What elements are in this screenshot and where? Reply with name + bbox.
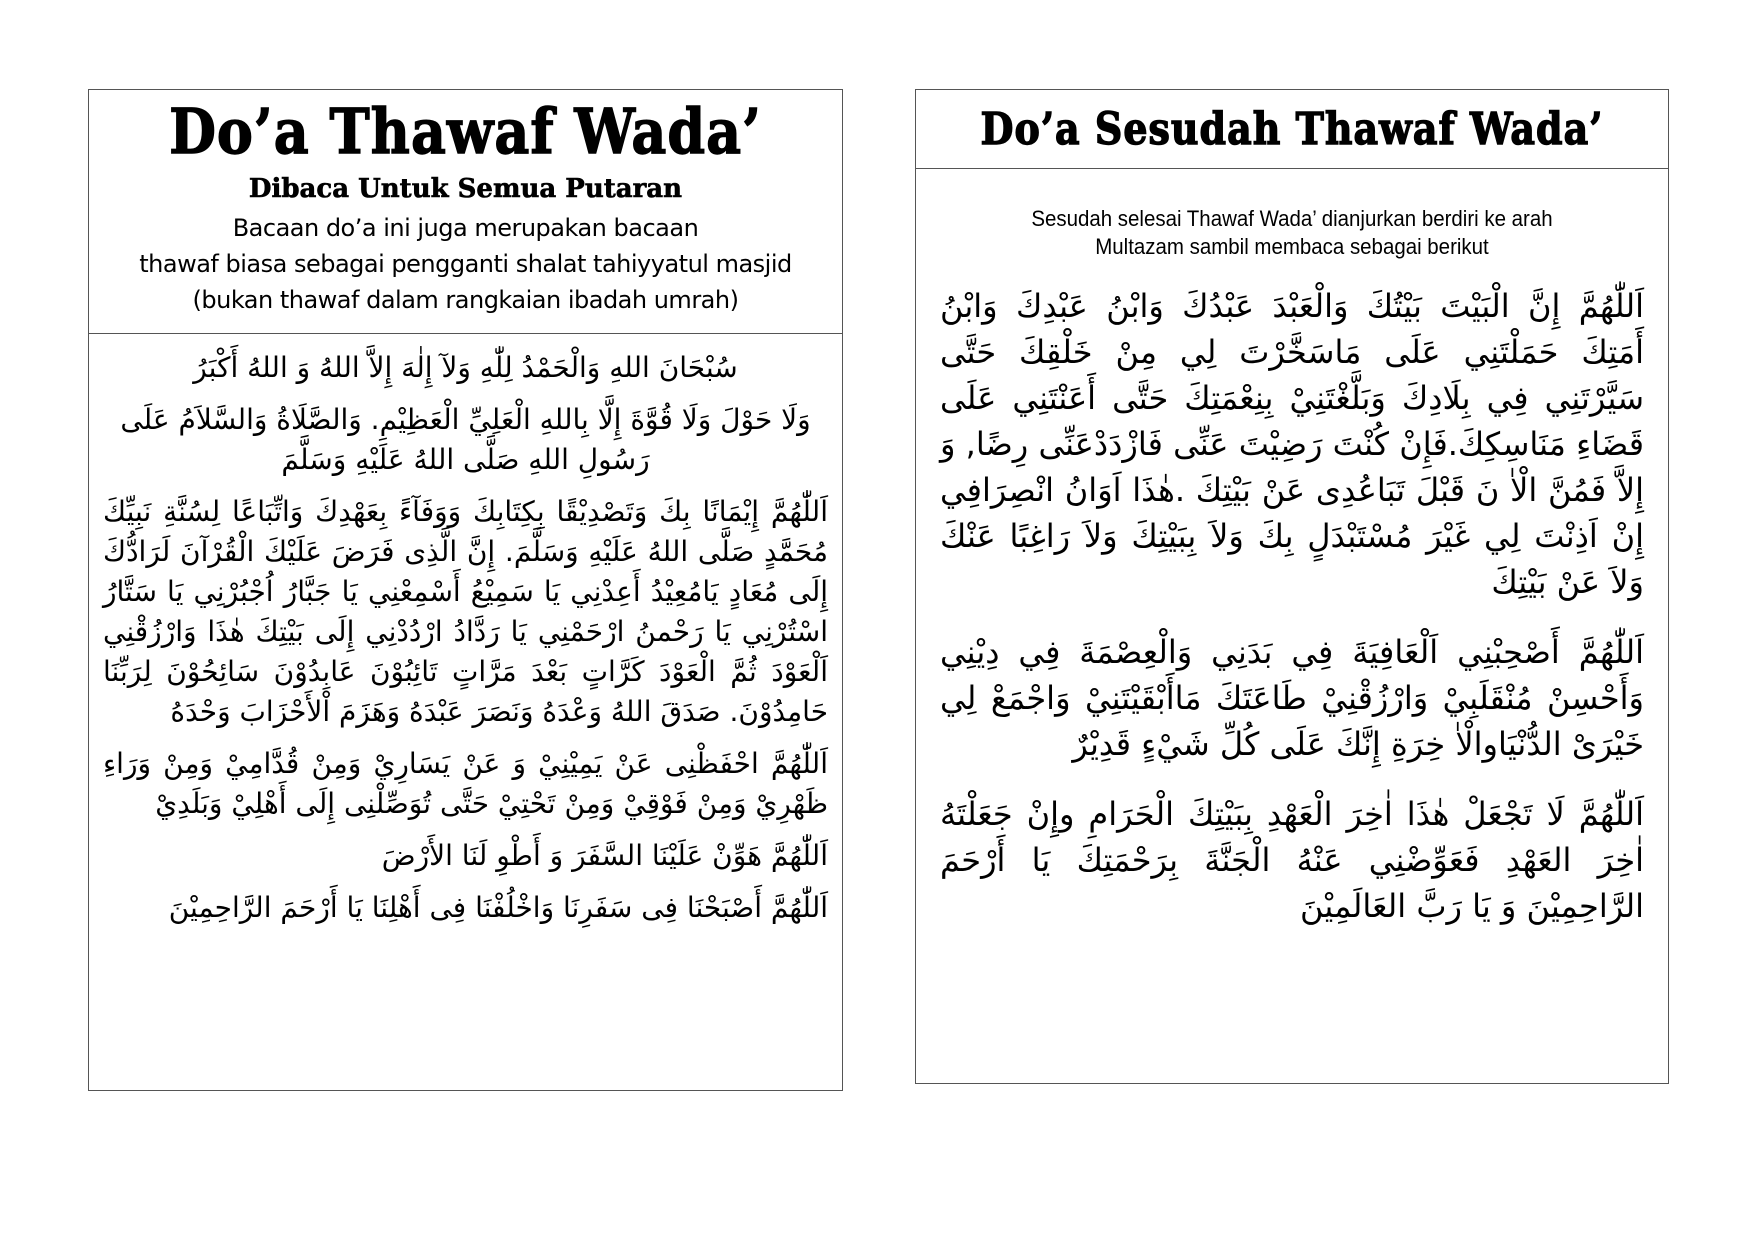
left-panel-note — [89, 210, 842, 318]
right-panel-intro — [955, 205, 1628, 261]
arabic-paragraph-afiyah-doa: اَللّٰهُمَّ أَصْحِبْنِي اَلْعَافِيَةَ فِي بَدَنِي وَالْعِصْمَةَ فِي دِيْنِي وَأَحْسِنْ مُنْقَلَبِيْ وَارْزُقْنِيْ طَاعَتَكَ مَاأَبْقَيْتَنِيْ وَاجْمَعْ لِي خَيْرَىْ الدُّنْيَاوالْاٰ خِرَةِ إِنَّكَ عَلَى كُلِّ شَيْءٍ قَدِيْرٌ — [940, 633, 1644, 763]
arabic-paragraph-tasbih: سُبْحَانَ اللهِ وَالْحَمْدُ لِلّٰهِ وَلآ إِلٰهَ إِلاَّ اللهُ وَ اللهُ أَكْبَرُ — [193, 351, 738, 384]
arabic-paragraph-multazam-doa: اَللّٰهُمَّ إِنَّ الْبَيْتَ بَيْتُكَ وَالْعَبْدَ عَبْدُكَ وَابْنُ عَبْدِكَ وَابْنُ أَمَتِكَ حَمَلْتَنِي عَلَى مَاسَخَّرْتَ لِي مِنْ خَلْقِكَ حَتَّى سَيَّرْتَنِي فِي بِلَادِكَ وَبَلَّغْتَنِيْ بِنِعْمَتِكَ حَتَّى أَعَنْتَنِي عَلَى قَضَاءِ مَنَاسِكِكَ.فَإِنْ كُنْتَ رَضِيْتَ عَنِّى فَازْدَدْعَنِّى رِضًا, وَ إِلاَّ فَمُنَّ الْاٰ نَ قَبْلَ تَبَاعُدِى عَنْ بَيْتِكَ .هٰذَا اَوَانُ انْصِرَافِي إِنْ اَذِنْتَ لِي غَيْرَ مُسْتَبْدَلٍ بِكَ وَلاَ بِبَيْتِكَ وَلاَ رَاغِبًا عَنْكَ وَلاَ عَنْ بَيْتِكَ — [940, 287, 1644, 601]
left-panel-body — [89, 334, 842, 928]
intro-line: Multazam sambil membaca sebagai berikut — [1095, 234, 1489, 259]
intro-line: Sesudah selesai Thawaf Wada’ dianjurkan berdiri ke arah — [1031, 206, 1553, 231]
note-line: Bacaan do’a ini juga merupakan bacaan — [232, 214, 699, 242]
note-line: (bukan thawaf dalam rangkaian ibadah umrah) — [192, 286, 739, 314]
arabic-paragraph-farewell-doa: اَللّٰهُمَّ لَا تَجْعَلْ هٰذَا اٰخِرَ الْعَهْدِ بِبَيْتِكَ الْحَرَامِ وإِنْ جَعَلْتَهُ اٰخِرَ العَهْدِ فَعَوِّضْنِي عَنْهُ الْجَنَّةَ بِرَحْمَتِكَ يَا أَرْحَمَ الرَّاحِمِيْنَ وَ يَا رَبَّ العَالَمِيْنَ — [940, 795, 1644, 925]
left-panel-subtitle: Dibaca Untuk Semua Putaran — [248, 174, 683, 204]
arabic-paragraph-hauqalah: وَلَا حَوْلَ وَلَا قُوَّةَ إِلَّا بِاللهِ الْعَلِيِّ الْعَظِيْمِ. وَالصَّلَاةُ وَالسَّلاَمُ عَلَى رَسُولِ اللهِ صَلَّى اللهُ عَلَيْهِ وَسَلَّمَ — [120, 403, 811, 476]
arabic-paragraph-main-doa: اَللّٰهُمَّ إِيْمَانًا بِكَ وَتَصْدِيْقًا بِكِتَابِكَ وَوَفَآءً بِعَهْدِكَ وَاتِّبَاعًا لِسُنَّةِ نَبِيِّكَ مُحَمَّدٍ صَلَّى اللهُ عَلَيْهِ وَسَلَّمَ. إِنَّ الَّذِى فَرَضَ عَلَيْكَ الْقُرْآنَ لَرَادُّكَ إِلَى مُعَادٍ يَامُعِيْدُ أَعِدْنِي يَا سَمِيْعُ أَسْمِعْنِي يَا جَبَّارُ اُجْبُرْنِي يَا سَتَّارُ اسْتُرْنِي يَا رَحْمنُ ارْحَمْنِي يَا رَدَّادُ ارْدُدْنِي إِلَى بَيْتِكَ هٰذَا وَارْزُقْنِي اَلْعَوْدَ ثُمَّ الْعَوْدَ كَرَّاتٍ بَعْدَ مَرَّاتٍ تَائِبُوْنَ عَابِدُوْنَ سَائِحُوْنَ لِرَبِّنَا حَامِدُوْنَ. صَدَقَ اللهُ وَعْدَهُ وَنَصَرَ عَبْدَهُ وَهَزَمَ اْلأَحْزَابَ وَحْدَهُ — [103, 495, 828, 728]
doa-thawaf-wada-panel — [88, 89, 843, 1091]
arabic-paragraph-closing-doa: اَللّٰهُمَّ أَصْبَحْنَا فِى سَفَرِنَا وَاخْلُفْنَا فِى أَهْلِنَا يَا أَرْحَمَ الرَّاحِمِيْنَ — [168, 891, 828, 924]
left-panel-title: Do’a Thawaf Wada’ — [169, 94, 762, 168]
arabic-paragraph-travel-doa: اَللّٰهُمَّ هَوِّنْ عَلَيْنَا السَّفَرَ وَ أَطْوِ لَنَا الأَرْضَ — [381, 839, 828, 872]
left-panel-header — [89, 90, 842, 334]
right-panel-body — [916, 169, 1668, 929]
right-panel-title: Do’a Sesudah Thawaf Wada’ — [980, 102, 1604, 155]
arabic-paragraph-protection-doa: اَللّٰهُمَّ احْفَظْنِى عَنْ يَمِيْنِيْ وَ عَنْ يَسَارِيْ وَمِنْ قُدَّامِيْ وَمِنْ وَرَاءِ ظَهْرِيْ وَمِنْ فَوْقِيْ وَمِنْ تَحْتِيْ حَتَّى تُوَصِّلْنِى إِلَى أَهْلِيْ وَبَلَدِيْ — [103, 747, 828, 820]
right-panel-header — [916, 90, 1668, 169]
note-line: thawaf biasa sebagai pengganti shalat tahiyyatul masjid — [139, 250, 792, 278]
doa-sesudah-thawaf-wada-panel — [915, 89, 1669, 1084]
